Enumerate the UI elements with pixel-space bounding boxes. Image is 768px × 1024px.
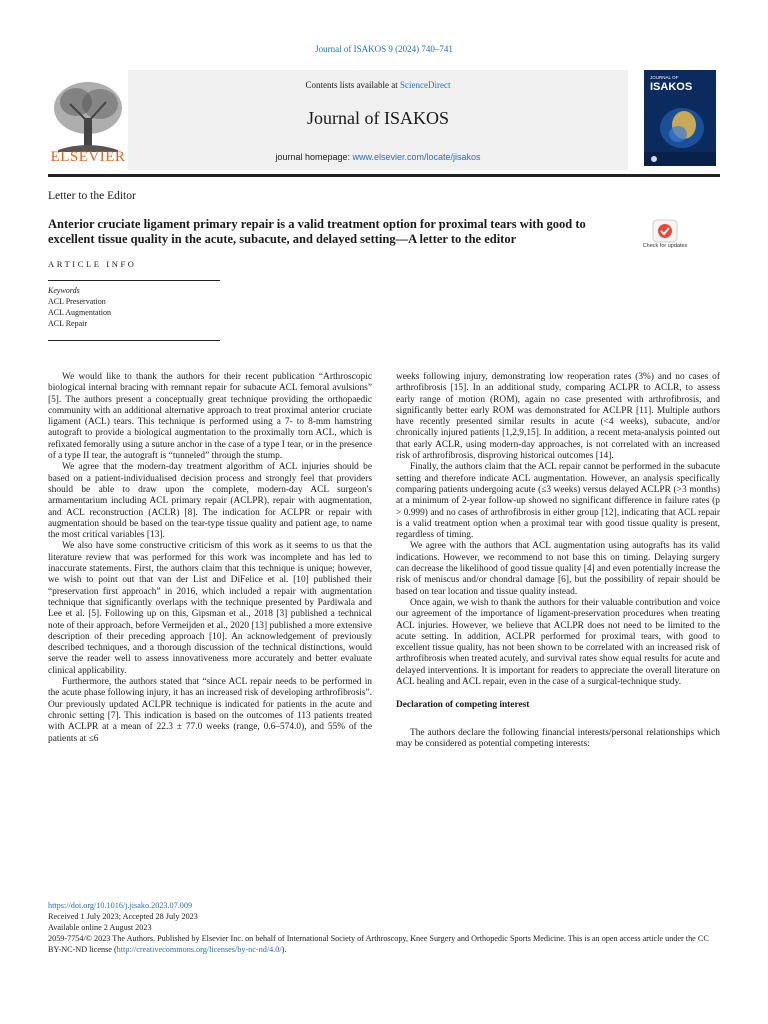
article-info-heading: ARTICLE INFO xyxy=(48,259,137,269)
journal-header xyxy=(48,70,720,170)
homepage-line xyxy=(128,152,628,162)
license-link[interactable]: http://creativecommons.org/licenses/by-nc-nd/4.0/ xyxy=(116,945,282,954)
copyright-text: 2059-7754/© 2023 The Authors. Published by Elsevier Inc. on behalf of International Society of Arthroscopy, Knee Surgery and Orthopedic Sports Medicine. This is an open access article under the CC BY-NC-ND license ( xyxy=(48,934,709,954)
article-section-type: Letter to the Editor xyxy=(48,190,136,202)
keyword-item: ACL Augmentation xyxy=(48,308,112,317)
article-info-divider-bottom xyxy=(48,340,220,341)
contents-prefix: Contents lists available at xyxy=(305,80,400,90)
homepage-link[interactable]: www.elsevier.com/locate/jisakos xyxy=(352,152,481,162)
body-paragraph: weeks following injury, demonstrating low reoperation rates (3%) and no cases of arthrofibrosis [15]. In an additional study, comparing ACLPR to ACLR, to assess early range of motion (ROM), again no case presented with arthrofibrosis, and significantly better early ROM was demonstrated for ACLPR [11]. Multiple authors have recently presented similar results in acute (<4 weeks), subacute, and/or chronically injured patients [1,2,9,15]. In addition, a recent meta-analysis pointed out that early ACLR, using modern-day approaches, is not correlated with an increased risk of arthrofibrosis, disproving historical outcomes [14]. xyxy=(396,372,720,462)
copyright-notice xyxy=(48,933,720,955)
sciencedirect-link[interactable]: ScienceDirect xyxy=(400,80,451,90)
keyword-item: ACL Repair xyxy=(48,319,88,328)
check-for-updates-icon[interactable] xyxy=(640,218,690,260)
check-for-updates-label[interactable]: Check for updates xyxy=(642,243,688,249)
body-column-left xyxy=(48,372,372,745)
journal-banner xyxy=(128,70,628,170)
article-title: Anterior cruciate ligament primary repair is a valid treatment option for proximal tears with good to excellent tissue quality in the acute, subacute, and delayed setting—A letter to the editor xyxy=(48,217,586,246)
received-dates: Received 1 July 2023; Accepted 28 July 2023 xyxy=(48,912,198,921)
article-info-divider-top xyxy=(48,280,220,281)
journal-title: Journal of ISAKOS xyxy=(307,108,449,128)
body-paragraph: We agree that the modern-day treatment algorithm of ACL injuries should be based on a patient-individualised decision process and strongly feel that providers should be able to draw upon the complete, modern-day ACL surgeon's armamentarium including ACL primary repair (ACLPR), repair with augmentation, and ACL reconstruction (ACLR) [8]. The indication for ACLPR or repair with augmentation should be based on the tear-type tissue quality and patient age, to name the most critical variables [13]. xyxy=(48,462,372,541)
body-paragraph: We would like to thank the authors for their recent publication “Arthroscopic biological internal bracing with remnant repair for subacute ACL femoral avulsions” [5]. The authors present a conceptually great technique providing the orthopaedic community with an additional alternative approach to treat proximal anterior cruciate ligament (ACL) tears. This technique is performed using a 7- to 8-mm hamstring autograft to provide a biological augmentation to the proximally torn ACL, which is refixated femorally using a suture anchor in the case of a type I tear, or in the presence of a type II tear, the autograft is “tunneled” through the stump. xyxy=(48,372,372,462)
keywords-block xyxy=(48,285,111,329)
header-divider xyxy=(48,174,720,177)
cover-label-main: ISAKOS xyxy=(650,81,693,93)
keywords-heading: Keywords xyxy=(48,286,80,295)
body-paragraph: Furthermore, the authors stated that “since ACL repair needs to be performed in the acute phase following injury, it has an increased risk of developing arthrofibrosis”. Our previously updated ACLPR technique is indicated for patients in the acute and chronic setting [7]. This indication is based on the outcomes of 113 patients treated with ACLPR at a mean of 22.3 ± 77.0 weeks (range, 0.6–574.0), and 55% of the patients at ≤6 xyxy=(48,677,372,744)
article-footer xyxy=(48,900,720,955)
cover-art xyxy=(644,70,716,166)
competing-interest-text: The authors declare the following financial interests/personal relationships which may be considered as potential competing interests: xyxy=(396,727,720,749)
homepage-prefix: journal homepage: xyxy=(275,152,353,162)
cover-label-top: JOURNAL OF xyxy=(650,75,679,80)
body-paragraph: We also have some constructive criticism of this work as it seems to us that the literature review that was performed for this work was incomplete and has led to inaccurate statements. First, the authors claim that this technique is unique; however, we wish to point out that van der List and DiFelice et al. [10] published their “preservation first approach” in 2016, which included a repair with augmentation technique that significantly overlaps with the technique presented by Pardiwala and Lee et al. [5]. Following up on this, Gipsman et al., 2018 [3] published a technical note of their approach, before Vermeijden et al., 2020 [13] published a more extensive description of their preceding approach [10]. An acknowledgement of previously described techniques, and a thorough discussion of the technical distinctions, would serve the reader well to assess innovativeness more accurately and better evaluate clinical applicability. xyxy=(48,541,372,676)
body-paragraph: Finally, the authors claim that the ACL repair cannot be performed in the subacute setting and therefore indicate ACL augmentation. However, an analysis specifically comparing patients undergoing acute (≤3 weeks) versus delayed ACLPR (>3 months) at a minimum of 2-year follow-up showed no significant difference in failure rates (p > 0.999) and no cases of arthrofibrosis in either group [12], indicating that ACL repair is a valid treatment option when a proximal tear with good tissue quality is present, regardless of timing. xyxy=(396,462,720,541)
online-date: Available online 2 August 2023 xyxy=(48,923,152,932)
journal-cover-image xyxy=(644,70,716,166)
copyright-end: ). xyxy=(281,945,287,954)
keyword-item: ACL Preservation xyxy=(48,297,106,306)
contents-line xyxy=(128,80,628,90)
competing-interest-heading: Declaration of competing interest xyxy=(396,700,530,711)
journal-citation[interactable]: Journal of ISAKOS 9 (2024) 740–741 xyxy=(315,44,453,54)
body-paragraph: We agree with the authors that ACL augmentation using autografts has its valid indications. However, we recommend to not base this on timing. Delaying surgery can decrease the likelihood of good tissue quality [4] and even potentially increase the risk of meniscus and/or chondral damage [6], but the possibility of repair should be based on tear location and tissue quality instead. xyxy=(396,541,720,597)
elsevier-logo-text: ELSEVIER xyxy=(50,149,126,165)
doi-link[interactable]: https://doi.org/10.1016/j.jisako.2023.07.009 xyxy=(48,901,193,910)
body-column-right xyxy=(396,372,720,750)
body-paragraph: Once again, we wish to thank the authors for their valuable contribution and voice our agreement of the importance of ligament-preservation procedures when treating ACL injuries. However, we believe that ACLPR does not need to be limited to the acute setting. In addition, ACLPR performed for proximal tears, with good to excellent tissue quality, has not been shown to be correlated with an increased risk of arthrofibrosis when treated acutely, and survival rates show equal results for acute and delayed interventions. It is important for readers to appreciate the overall literature on ACL healing and ACL repair, even in the case of a surgical-technique study. xyxy=(396,597,720,688)
